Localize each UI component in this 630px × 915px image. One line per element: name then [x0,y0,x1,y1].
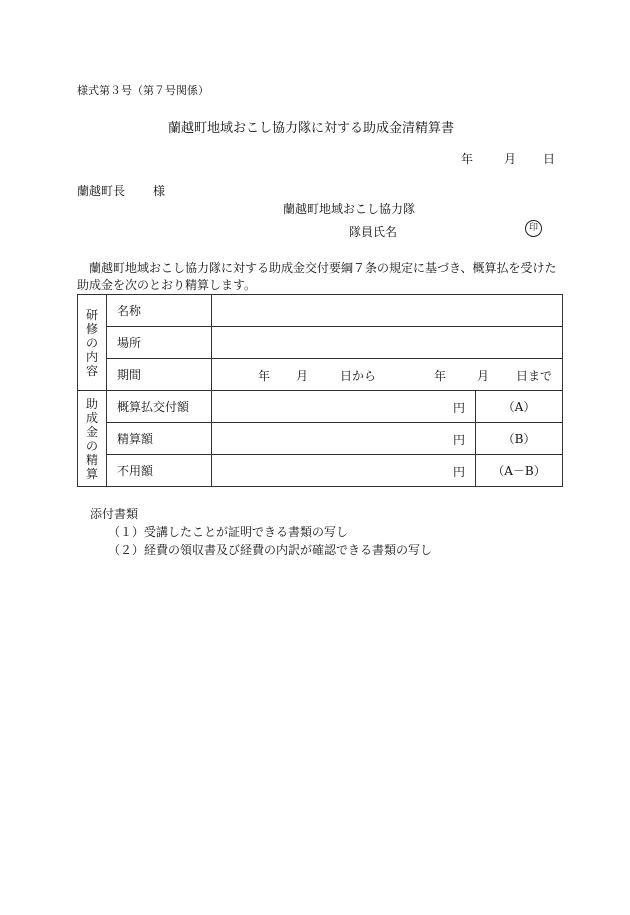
period-to-day: 日まで [516,369,553,383]
table-row [78,327,563,359]
period-to-year: 年 [434,369,447,383]
period-from-year: 年 [258,369,271,383]
row-label-unused-amount: 不用額 [107,455,212,487]
addressee-honorific: 様 [153,184,166,198]
period-from-day: 日から [340,369,377,383]
row-label-settled-amount: 精算額 [107,423,212,455]
table-row [78,391,563,423]
yen-unit: 円 [452,401,465,415]
code-a: （A） [476,391,563,423]
addressee-name: 蘭越町長 [77,184,126,198]
row-label-name: 名称 [107,295,212,327]
grant-group-label: 助成金の精算 [85,396,98,481]
row-label-place: 場所 [107,327,212,359]
seal-mark: 印 [525,220,542,237]
training-period-field[interactable] [212,359,563,391]
training-group-label: 研修の内容 [85,307,98,378]
attachment-item: （１）受講したことが証明できる書類の写し [108,525,349,539]
row-label-period: 期間 [107,359,212,391]
yen-unit: 円 [452,433,465,447]
code-a-minus-b: （A－B） [476,455,563,487]
attachment-item: （２）経費の領収書及び経費の内訳が確認できる書類の写し [108,543,433,557]
period-to-month: 月 [477,369,490,383]
addressee [77,182,165,199]
row-label-advance-amount: 概算払交付額 [107,391,212,423]
yen-unit: 円 [452,465,465,479]
attachments-heading: 添付書類 [90,507,139,521]
training-place-field[interactable] [212,327,563,359]
body-text: 蘭越町地域おこし協力隊に対する助成金交付要綱７条の規定に基づき、概算払を受けた助成金を次のとおり精算します。 [77,261,557,292]
period-from-month: 月 [296,369,309,383]
settlement-table [77,294,563,487]
table-row [78,455,563,487]
date-day-label: 日 [543,152,556,166]
training-group-header [78,295,107,391]
date-year-label: 年 [461,152,474,166]
form-number: 様式第３号（第７号関係） [77,84,209,97]
advance-amount-field[interactable] [212,391,476,423]
grant-group-header [78,391,107,487]
applicant-organization: 蘭越町地域おこし協力隊 [283,202,416,216]
member-name-label: 隊員氏名 [349,225,398,239]
code-b: （B） [476,423,563,455]
table-row [78,295,563,327]
training-name-field[interactable] [212,295,563,327]
date-month-label: 月 [504,152,517,166]
date-line [461,150,555,167]
table-row [78,423,563,455]
document-title: 蘭越町地域おこし協力隊に対する助成金清精算書 [168,121,455,136]
settled-amount-field[interactable] [212,423,476,455]
unused-amount-field[interactable] [212,455,476,487]
table-row [78,359,563,391]
